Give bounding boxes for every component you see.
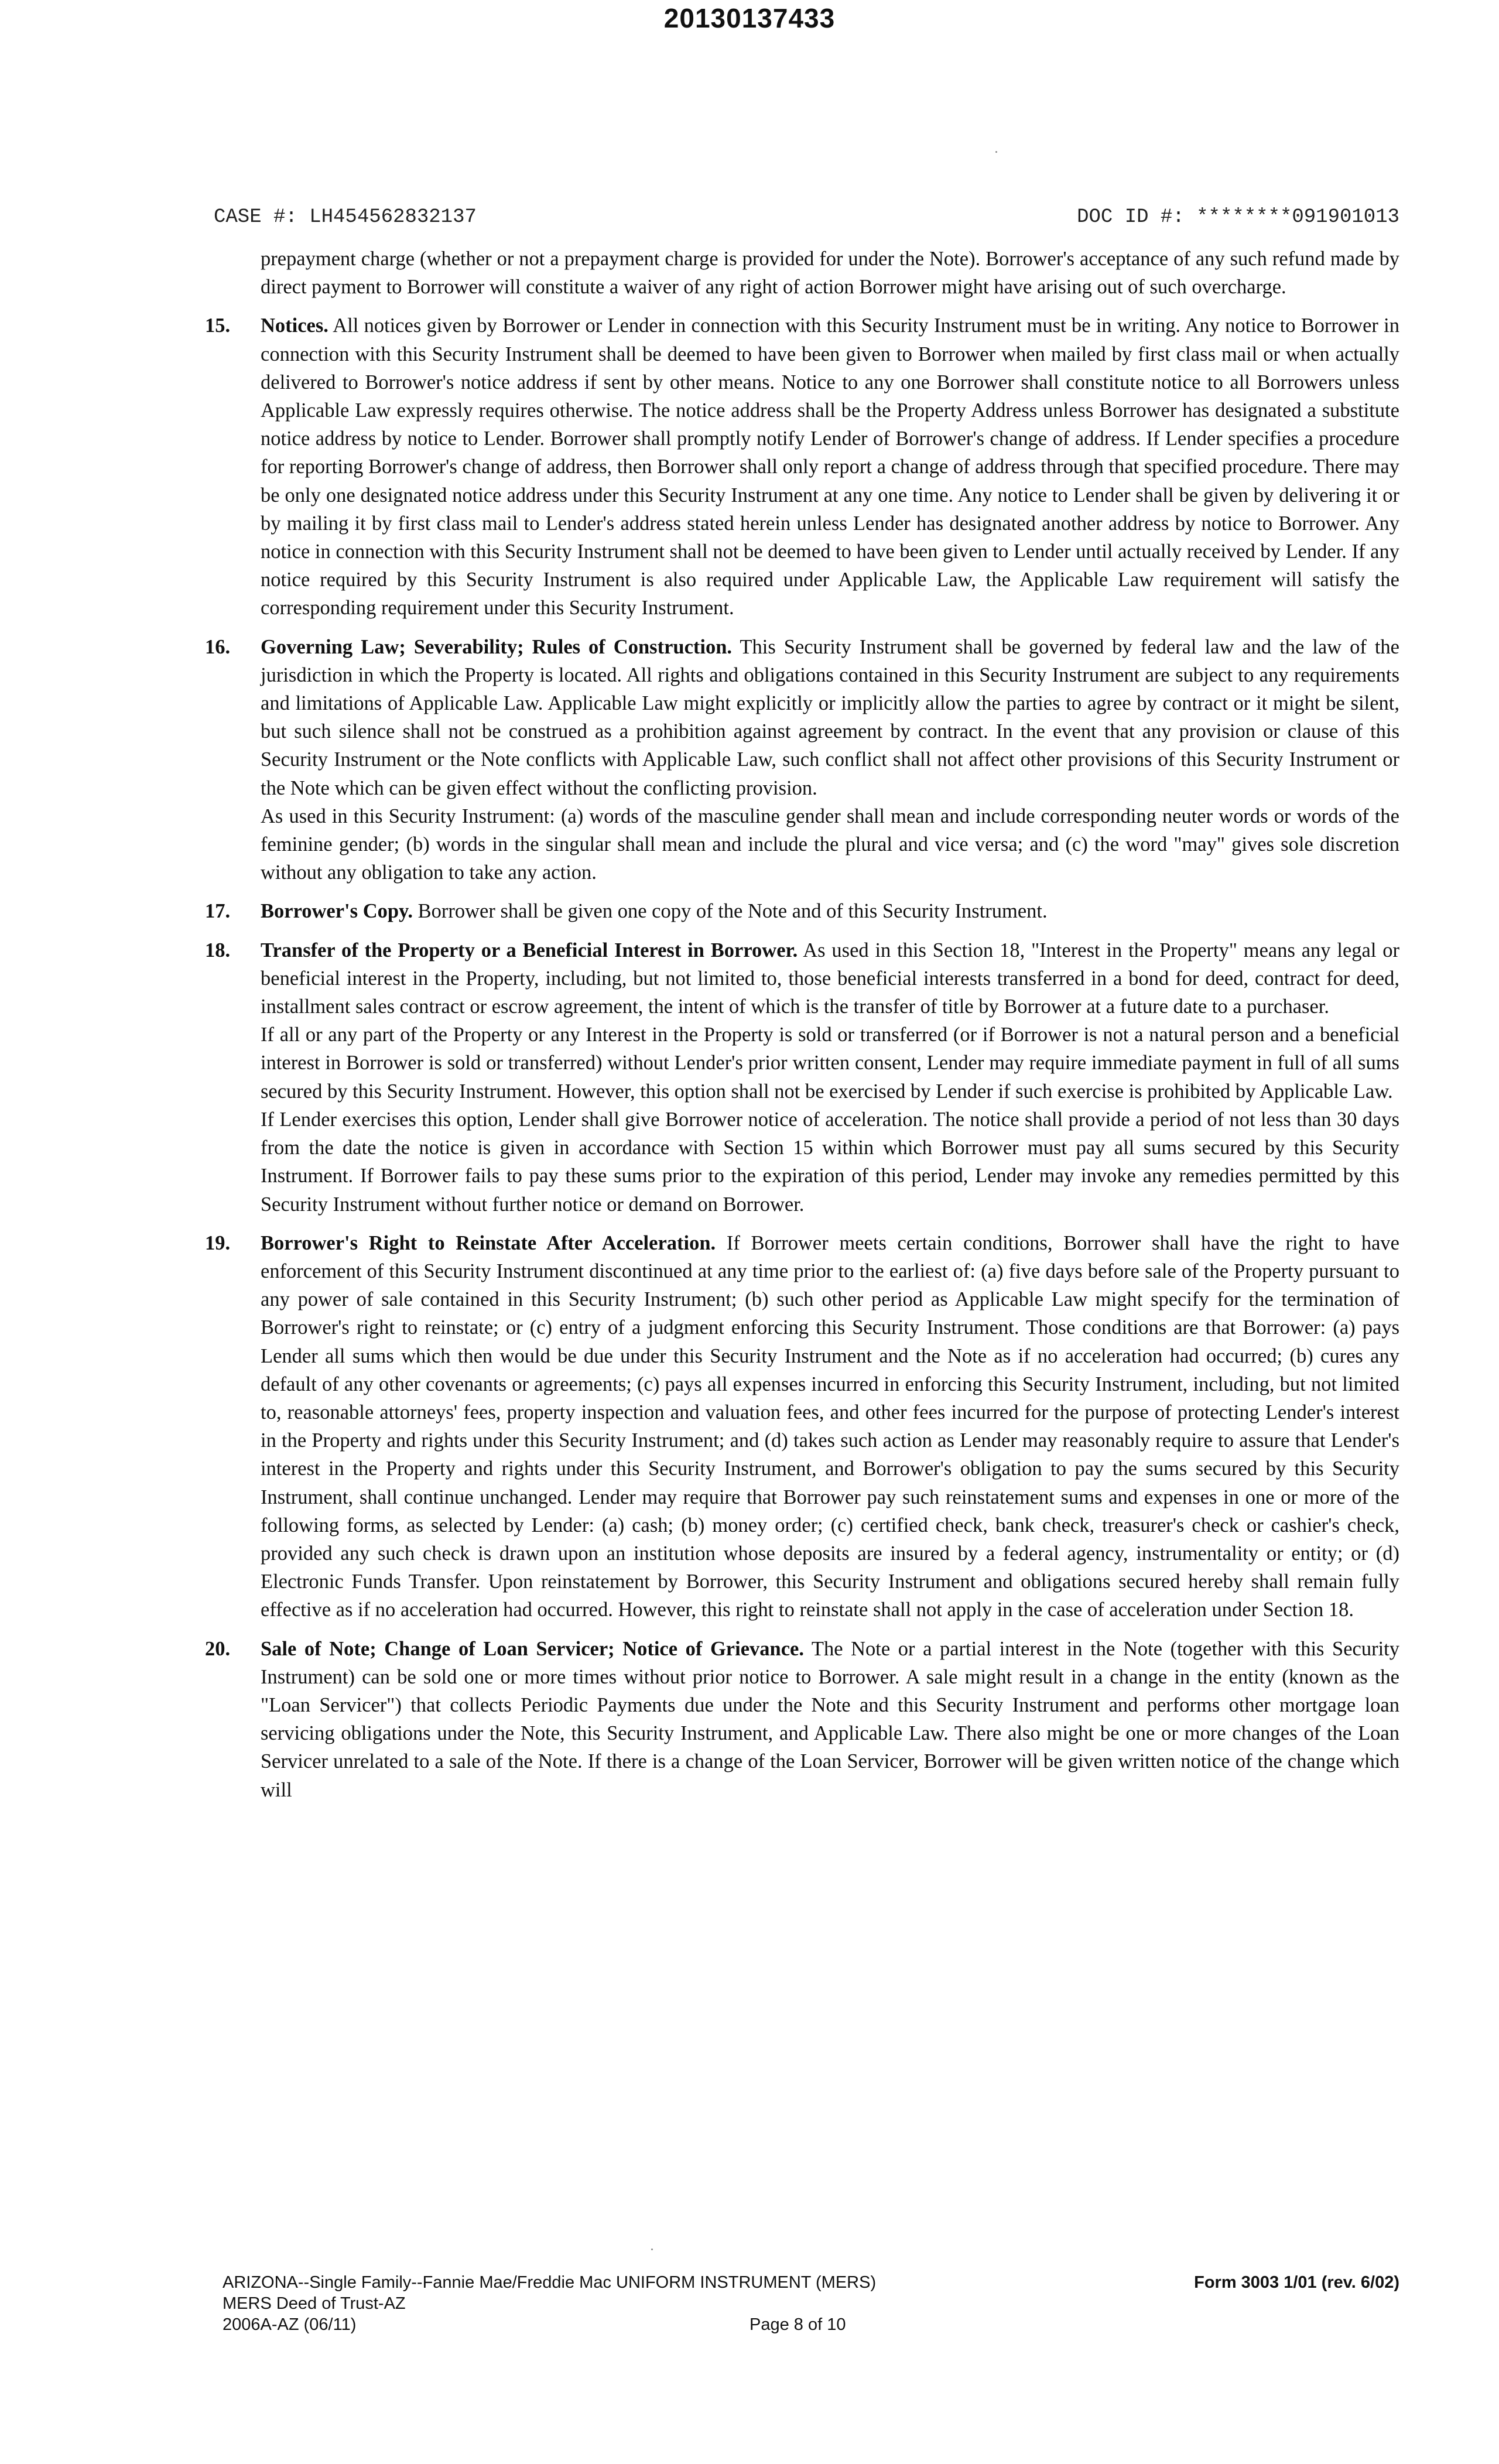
section-title: Transfer of the Property or a Beneficial Interest in Borrower. [261,939,798,961]
section-paragraph: If Lender exercises this option, Lender shall give Borrower notice of acceleration. The notice shall provide a period of not less than 30 days from the date the notice is given in accordance with Section 15 within which Borrower must pay all sums secured by this Security Instrument. If Borrower fails to pay these sums prior to the expiration of this period, Lender may invoke any remedies permitted by this Security Instrument without further notice or demand on Borrower. [261,1108,1399,1216]
section-number: 17. [205,900,231,923]
section-20 [205,1635,1399,1804]
section-text: Borrower shall be given one copy of the Note and of this Security Instrument. [417,900,1048,923]
form-number: Form 3003 1/01 (rev. 6/02) [1194,2273,1399,2292]
section-text: The Note or a partial interest in the Note (together with this Security Instrument) can be sold one or more times without prior notice to Borrower. A sale might result in a change in the entity (known as the "Loan Servicer") that collects Periodic Payments due under the Note and this Security Instrument and performs other mortgage loan servicing obligations under the Note, this Security Instrument, and Applicable Law. There also might be one or more changes of the Loan Servicer unrelated to a sale of the Note. If there is a change of the Loan Servicer, Borrower will be given written notice of the change which will [261,1637,1400,1801]
section-16 [205,633,1399,887]
section-paragraph: If all or any part of the Property or any Interest in the Property is sold or transferred (or if Borrower is not a natural person and a beneficial interest in Borrower is sold or transferred) without Lender's prior written consent, Lender may require immediate payment in full of all sums secured by this Security Instrument. However, this option shall not be exercised by Lender if such exercise is prohibited by Applicable Law. [261,1024,1399,1103]
scan-speck [651,2249,653,2250]
section-number: 19. [205,1231,231,1254]
section-title: Notices. [261,314,328,337]
doc-id: DOC ID #: ********091901013 [1077,206,1399,228]
section-15 [205,312,1399,622]
section-number: 20. [205,1637,231,1660]
document-body [205,245,1399,1804]
section-number: 18. [205,939,231,961]
page-number: Page 8 of 10 [750,2315,846,2334]
section-17 [205,897,1399,925]
section-paragraph [261,633,1399,802]
form-title: ARIZONA--Single Family--Fannie Mae/Freddie Mac UNIFORM INSTRUMENT (MERS) [223,2273,877,2292]
section-paragraph [261,312,1399,622]
section-title: Borrower's Copy. [261,900,413,923]
section-text: All notices given by Borrower or Lender in connection with this Security Instrument must be in writing. Any notice to Borrower in connection with this Security Instrument shall be deemed to have been given to Borrower when mailed by first class mail or when actually delivered to Borrower's notice address if sent by other means. Notice to any one Borrower shall constitute notice to all Borrowers unless Applicable Law expressly requires otherwise. The notice address shall be the Property Address unless Borrower has designated a substitute notice address by notice to Lender. Borrower shall promptly notify Lender of Borrower's change of address. If Lender specifies a procedure for reporting Borrower's change of address, then Borrower shall only report a change of address through that specified procedure. There may be only one designated notice address under this Security Instrument at any one time. Any notice to Lender shall be given by delivering it or by mailing it by first class mail to Lender's address stated herein unless Lender has designated another address by notice to Borrower. Any notice in connection with this Security Instrument shall not be deemed to have been given to Lender until actually received by Lender. If any notice required by this Security Instrument is also required under Applicable Law, the Applicable Law requirement will satisfy the corresponding requirement under this Security Instrument. [261,314,1399,620]
section-19 [205,1229,1399,1624]
document-number: 20130137433 [663,3,836,33]
scan-speck [995,151,997,153]
section-title: Borrower's Right to Reinstate After Acceleration. [261,1231,716,1254]
section-number: 16. [205,635,231,658]
section-text: As used in this Section 18, "Interest in the Property" means any legal or beneficial interest in the Property, including, but not limited to, those beneficial interests transferred in a bond for deed, contract for deed, installment sales contract or escrow agreement, the intent of which is the transfer of title by Borrower at a future date to a purchaser. [261,939,1399,1018]
section-paragraph [261,897,1399,925]
section-number: 15. [205,314,231,337]
section-text: This Security Instrument shall be governed by federal law and the law of the jurisdiction in which the Property is located. All rights and obligations contained in this Security Instrument are subject to any requirements and limitations of Applicable Law. Applicable Law might explicitly or implicitly allow the parties to agree by contract or it might be silent, but such silence shall not be construed as a prohibition against agreement by contract. In the event that any provision or clause of this Security Instrument or the Note conflicts with Applicable Law, such conflict shall not affect other provisions of this Security Instrument or the Note which can be given effect without the conflicting provision. [261,635,1399,799]
section-title: Sale of Note; Change of Loan Servicer; Notice of Grievance. [261,1637,804,1660]
section-18 [205,936,1399,1219]
section-title: Governing Law; Severability; Rules of Construction. [261,635,733,658]
section-text: If Borrower meets certain conditions, Borrower shall have the right to have enforcement of this Security Instrument discontinued at any time prior to the earliest of: (a) five days before sale of the Property pursuant to any power of sale contained in this Security Instrument; (b) such other period as Applicable Law might specify for the termination of Borrower's right to reinstate; or (c) entry of a judgment enforcing this Security Instrument. Those conditions are that Borrower: (a) pays Lender all sums which then would be due under this Security Instrument and the Note as if no acceleration had occurred; (b) cures any default of any other covenants or agreements; (c) pays all expenses incurred in enforcing this Security Instrument, including, but not limited to, reasonable attorneys' fees, property inspection and valuation fees, and other fees incurred for the purpose of protecting Lender's interest in the Property and rights under this Security Instrument; and (d) takes such action as Lender may reasonably require to assure that Lender's interest in the Property and rights under this Security Instrument, and Borrower's obligation to pay the sums secured by this Security Instrument, shall continue unchanged. Lender may require that Borrower pay such reinstatement sums and expenses in one or more of the following forms, as selected by Lender: (a) cash; (b) money order; (c) certified check, bank check, treasurer's check or cashier's check, provided any such check is drawn upon an institution whose deposits are insured by a federal agency, instrumentality or entity; or (d) Electronic Funds Transfer. Upon reinstatement by Borrower, this Security Instrument and obligations secured hereby shall remain fully effective as if no acceleration had occurred. However, this right to reinstate shall not apply in the case of acceleration under Section 18. [261,1231,1399,1621]
section-paragraph: As used in this Security Instrument: (a) words of the masculine gender shall mean and include corresponding neuter words or words of the feminine gender; (b) words in the singular shall mean and include the plural and vice versa; and (c) the word "may" gives sole discretion without any obligation to take any action. [261,805,1399,884]
intro-paragraph: prepayment charge (whether or not a prepayment charge is provided for under the Note). Borrower's acceptance of any such refund made by direct payment to Borrower will constitute a waiver of any right of action Borrower might have arising out of such overcharge. [261,248,1399,299]
section-paragraph [261,1229,1399,1624]
section-paragraph [261,936,1399,1021]
page-header [214,206,1399,232]
form-code: 2006A-AZ (06/11) [223,2315,357,2334]
section-paragraph [261,1635,1399,1804]
deed-name: MERS Deed of Trust-AZ [223,2294,406,2313]
case-number: CASE #: LH454562832137 [214,206,477,228]
